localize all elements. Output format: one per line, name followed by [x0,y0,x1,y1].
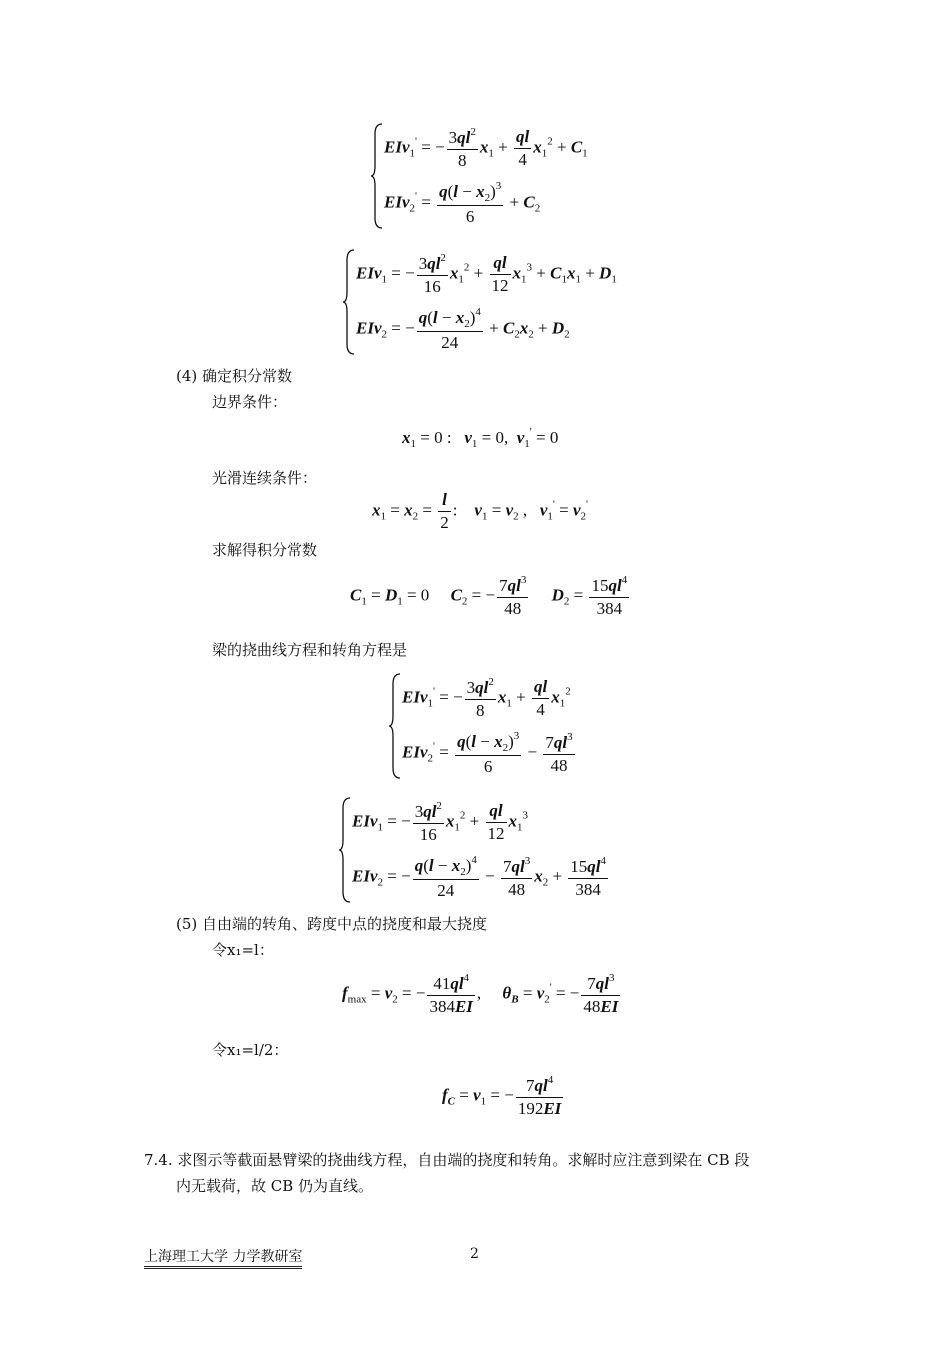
equation: EIv$_2$ = − $\frac{q(l - x_2)^4}{24}$ − $\frac{7ql^3}{48}$ $x_2$ + $\frac{15ql^4}{384}$ [352,854,607,900]
problem-statement-line-1: 7.4. 求图示等截面悬臂梁的挠曲线方程，自由端的挠度和转角。求解时应注意到梁在 CB 段 [144,1151,750,1169]
step-4-heading: (4) 确定积分常数 [176,367,293,385]
footer-institution [144,1246,302,1266]
equation-system-3 [388,670,608,782]
institution-name: 上海理工大学 力学教研室 [144,1249,302,1269]
equation: EIv$_2$' = $\frac{q(l - x_2)^3}{6}$ − $\frac{7ql^3}{48}$ [402,730,573,776]
equation: EIv$_1$' = − $\frac{3ql^2}{8}$ $x_1$ + $\frac{ql}{4}$ $x_1^2$ [402,676,571,720]
page-number: 2 [470,1246,479,1262]
problem-statement-line-2: 内无载荷，故 CB 仍为直线。 [176,1177,374,1195]
fc-equation: $f_C = v_1$ = − $\frac{7ql^4}{192EI}$ [442,1074,562,1118]
boundary-equation: $x_1 = 0$ : $v_1 = 0$, $v_1' = 0$ [402,426,559,450]
fmax-theta-equation: $f_{max} = v_2$ = − $\frac{41ql^4}{384EI}$ , $\theta_B = v_2'$ = − $\frac{7ql^3}{48EI}$ [342,972,619,1016]
equation: EIv$_2$' = $\frac{q(l - x_2)^3}{6}$ + $C_2$ [384,180,541,226]
equation: EIv$_1$ = − $\frac{3ql^2}{16}$ $x_1^2$ + $\frac{ql}{12}$ $x_1^3 + C_1x_1 + D_1$ [356,252,617,296]
curve-equations-label: 梁的挠曲线方程和转角方程是 [212,641,408,659]
boundary-conditions-label: 边界条件： [212,393,288,411]
left-brace [338,796,352,904]
step-5-heading: (5) 自由端的转角、跨度中点的挠度和最大挠度 [176,915,488,933]
equation-system-2 [342,246,662,358]
equation: EIv$_1$ = − $\frac{3ql^2}{16}$ $x_1^2$ + $\frac{ql}{12}$ $x_1^3$ [352,800,529,844]
equation: EIv$_2$ = − $\frac{q(l - x_2)^4}{24}$ + $C_2x_2 + D_2$ [356,306,570,352]
let-x1-equals-l: 令x₁=l： [212,941,274,959]
left-brace [388,672,402,780]
equation-system-4 [338,794,658,906]
equation: EIv$_1$' = − $\frac{3ql^2}{8}$ $x_1$ + $\frac{ql}{4}$ $x_1^2 + C_1$ [384,126,588,170]
solve-constants-label: 求解得积分常数 [212,541,318,559]
left-brace [342,248,356,356]
equation-system-1 [370,120,630,232]
constants-equation: $C_1 = D_1 = 0$ $C_2$ = − $\frac{7ql^3}{48}$ $D_2$ = $\frac{15ql^4}{384}$ [350,574,628,618]
let-x1-equals-l-half: 令x₁=l/2： [212,1041,289,1059]
left-brace [370,122,384,230]
smooth-continuity-label: 光滑连续条件： [212,469,318,487]
continuity-equation: $x_1 = x_2$ = $\frac{l}{2}$ : $v_1 = v_2$ , $v_1' = v_2'$ [372,490,589,532]
